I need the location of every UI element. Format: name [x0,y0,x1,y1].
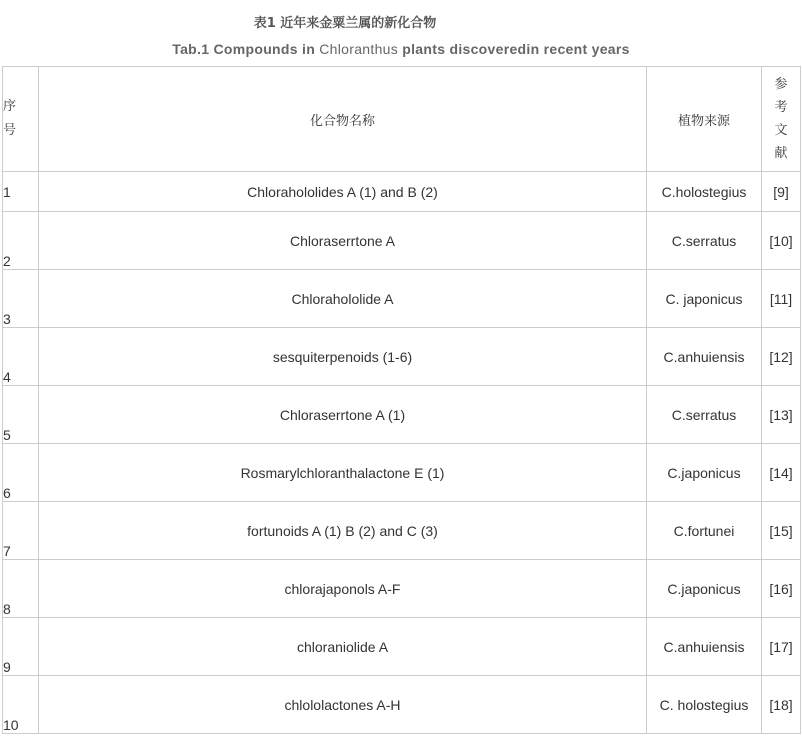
reference-number: [15] [762,502,801,560]
reference-number: [11] [762,270,801,328]
table-title-english [0,41,802,57]
header-compound-name: 化合物名称 [39,67,647,172]
table-row [3,444,801,502]
row-index: 7 [3,502,39,560]
plant-source: C.serratus [647,212,762,270]
row-index: 6 [3,444,39,502]
compound-name: chlololactones A-H [39,676,647,734]
table-row [3,212,801,270]
row-index: 1 [3,172,39,212]
plant-source: C.serratus [647,386,762,444]
compound-name: chloraniolide A [39,618,647,676]
reference-number: [14] [762,444,801,502]
plant-source: C.anhuiensis [647,328,762,386]
reference-number: [12] [762,328,801,386]
table-row [3,172,801,212]
table-row [3,560,801,618]
header-reference-char: 考 [774,100,788,115]
table-row [3,270,801,328]
header-index-char: 号 [3,123,17,138]
header-reference-char: 文 [774,123,788,138]
table-title-chinese: 表1 近年来金粟兰属的新化合物 [253,16,437,31]
reference-number: [9] [762,172,801,212]
compounds-table [2,66,801,734]
plant-source: C.japonicus [647,560,762,618]
compound-name: Chlorahololide A [39,270,647,328]
table-row [3,328,801,386]
plant-source: C.fortunei [647,502,762,560]
row-index: 5 [3,386,39,444]
plant-source: C.japonicus [647,444,762,502]
compound-name: Chloraserrtone A [39,212,647,270]
compound-name: Rosmarylchloranthalactone E (1) [39,444,647,502]
table-row [3,502,801,560]
reference-number: [17] [762,618,801,676]
compound-name: Chloraserrtone A (1) [39,386,647,444]
compound-name: sesquiterpenoids (1-6) [39,328,647,386]
table-row [3,386,801,444]
title-en-part1: Tab.1 Compounds in [172,41,320,57]
plant-source: C. holostegius [647,676,762,734]
compound-name: Chlorahololides A (1) and B (2) [39,172,647,212]
title-en-genus: Chloranthus [319,41,399,57]
reference-number: [10] [762,212,801,270]
plant-source: C.anhuiensis [647,618,762,676]
table-header-row [3,67,801,172]
row-index: 10 [3,676,39,734]
header-reference-char: 参 [774,77,788,92]
header-index [3,67,39,172]
row-index: 9 [3,618,39,676]
row-index: 2 [3,212,39,270]
reference-number: [13] [762,386,801,444]
reference-number: [16] [762,560,801,618]
compound-name: fortunoids A (1) B (2) and C (3) [39,502,647,560]
row-index: 4 [3,328,39,386]
compound-name: chlorajaponols A-F [39,560,647,618]
plant-source: C. japonicus [647,270,762,328]
header-index-char: 序 [3,99,17,114]
title-en-part2: plants discoveredin recent years [398,41,630,57]
plant-source: C.holostegius [647,172,762,212]
header-reference-char: 献 [774,146,788,161]
header-plant-source: 植物来源 [647,67,762,172]
table-row [3,676,801,734]
row-index: 8 [3,560,39,618]
header-reference [762,67,801,172]
row-index: 3 [3,270,39,328]
table-row [3,618,801,676]
reference-number: [18] [762,676,801,734]
